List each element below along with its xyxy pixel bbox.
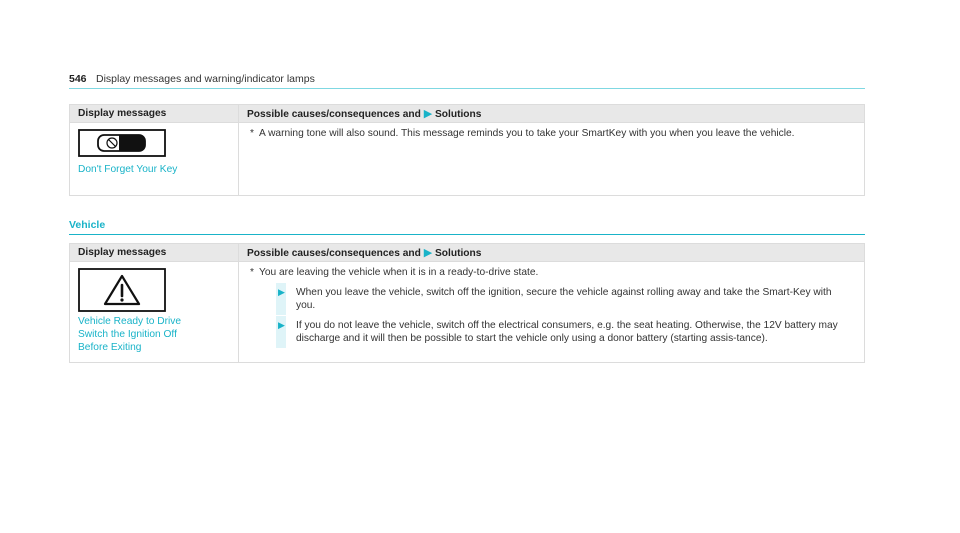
note-star: * [250, 267, 254, 278]
col-header-display-messages: Display messages [70, 105, 239, 123]
display-message-line: Before Exiting [78, 342, 142, 353]
table-header-row [70, 244, 865, 262]
page-header [69, 70, 865, 89]
table-header-row [70, 105, 865, 123]
note-text [250, 266, 852, 279]
col-header-causes-text: Possible causes/consequences and [247, 109, 421, 120]
step-arrow-icon: ▶ [278, 320, 285, 330]
note-body: A warning tone will also sound. This message reminds you to take your SmartKey with you when you leave the vehicle. [259, 128, 795, 139]
col-header-display-messages: Display messages [70, 244, 239, 262]
page-title: Display messages and warning/indicator lamps [96, 73, 315, 85]
display-message-line: Vehicle Ready to Drive [78, 316, 182, 327]
col-header-solutions-text: Solutions [435, 248, 482, 259]
solution-step [276, 319, 852, 345]
warning-triangle-icon [78, 268, 166, 312]
note-star: * [250, 128, 254, 139]
message-cell [70, 262, 238, 362]
note-body: You are leaving the vehicle when it is in a ready-to-drive state. [259, 267, 539, 278]
section-title-vehicle: Vehicle [69, 219, 865, 235]
step-text: When you leave the vehicle, switch off the ignition, secure the vehicle against rolling away and take the Smart-Key with you. [296, 287, 832, 311]
display-message-line: Switch the Ignition Off [78, 329, 177, 340]
note-text [250, 127, 852, 140]
col-header-causes [239, 244, 865, 262]
table-row [70, 123, 865, 196]
step-arrow-icon: ▶ [278, 287, 285, 297]
display-messages-table-vehicle [69, 243, 865, 363]
col-header-causes [239, 105, 865, 123]
smartkey-icon [78, 129, 166, 157]
message-cell [70, 123, 238, 184]
solutions-arrow-icon: ▶ [423, 108, 433, 120]
solutions-arrow-icon: ▶ [423, 247, 433, 259]
display-messages-table-key [69, 104, 865, 196]
step-text: If you do not leave the vehicle, switch off the electrical consumers, e.g. the seat heating. Otherwise, the 12V battery may discharge and it will then be possible to start the vehicle only using a donor battery (starting assis-tance). [296, 320, 838, 344]
col-header-causes-text: Possible causes/consequences and [247, 248, 421, 259]
page-number: 546 [69, 73, 87, 85]
table-row [70, 262, 865, 363]
solution-step [276, 286, 852, 312]
display-message-key: Don't Forget Your Key [78, 164, 178, 175]
col-header-solutions-text: Solutions [435, 109, 482, 120]
